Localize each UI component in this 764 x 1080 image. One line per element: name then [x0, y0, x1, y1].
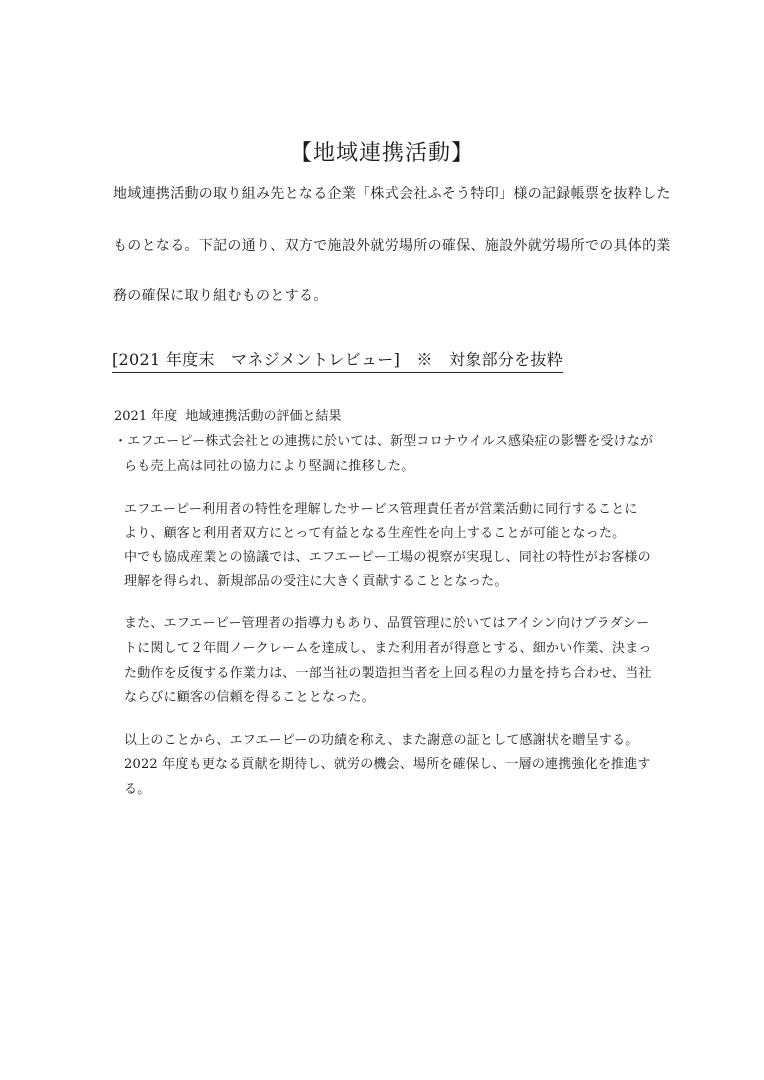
- paragraph-2-line-1: エフエーピー利用者の特性を理解したサービス管理責任者が営業活動に同行することに: [124, 502, 638, 517]
- paragraph-3-line-3: た動作を反復する作業力は、一部当社の製造担当者を上回る程の力量を持ち合わせ、当社: [124, 666, 652, 681]
- paragraph-1-line-1: ・エフエーピー株式会社との連携に於いては、新型コロナウイルス感染症の影響を受けなが: [114, 434, 654, 449]
- paragraph-3-line-1: また、エフエーピー管理者の指導力もあり、品質管理に於いてはアイシン向けブラダシー: [124, 616, 650, 631]
- evaluation-subheading: 2021 年度 地域連携活動の評価と結果: [114, 409, 342, 424]
- intro-line-3: 務の確保に取り組むものとする。: [113, 288, 328, 304]
- paragraph-2-line-3: 中でも協成産業との協議では、エフエーピー工場の視察が実現し、同社の特性がお客様の: [124, 550, 651, 565]
- paragraph-4-line-2: 2022 年度も更なる貢献を期待し、就労の機会、場所を確保し、一層の連携強化を推進す: [124, 757, 651, 772]
- paragraph-1-line-2: らも売上高は同社の協力により堅調に推移した。: [124, 459, 415, 474]
- paragraph-3-line-2: トに関して２年間ノークレームを達成し、また利用者が得意とする、細かい作業、決まっ: [124, 641, 652, 656]
- document-title: 【地域連携活動】: [289, 141, 474, 166]
- intro-line-1: 地域連携活動の取り組み先となる企業「株式会社ふそう特印」様の記録帳票を抜粋した: [113, 186, 671, 202]
- intro-line-2: ものとなる。下記の通り、双方で施設外就労場所の確保、施設外就労場所での具体的業: [113, 238, 671, 254]
- paragraph-3-line-4: ならびに顧客の信頼を得ることとなった。: [124, 690, 375, 705]
- paragraph-4-line-3: る。: [124, 782, 151, 797]
- section-heading: [2021 年度末 マネジメントレビュー] ※ 対象部分を抜粋: [112, 347, 563, 373]
- paragraph-2-line-2: より、顧客と利用者双方にとって有益となる生産性を向上することが可能となった。: [124, 526, 626, 541]
- paragraph-4-line-1: 以上のことから、エフエーピーの功績を称え、また謝意の証として感謝状を贈呈する。: [124, 733, 639, 748]
- paragraph-2-line-4: 理解を得られ、新規部品の受注に大きく貢献することとなった。: [124, 574, 508, 589]
